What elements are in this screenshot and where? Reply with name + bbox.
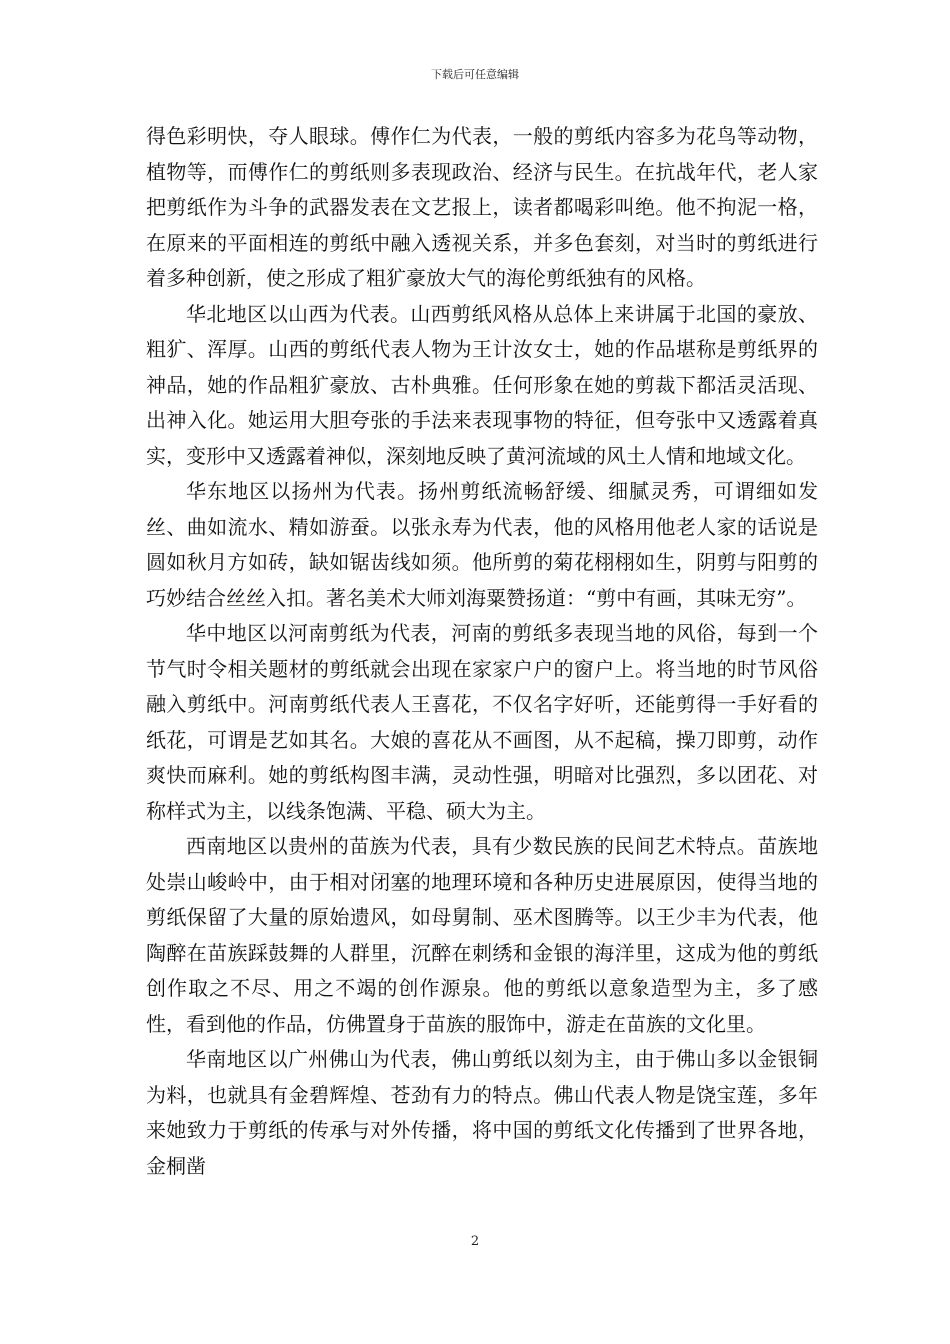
paragraph-5: 西南地区以贵州的苗族为代表，具有少数民族的民间艺术特点。苗族地处崇山峻岭中，由于相对闭塞的地理环境和各种历史进展原因，使得当地的剪纸保留了大量的原始遗风，如母舅制、巫术图腾等。以王少丰为代表，他陶醉在苗族踩鼓舞的人群里，沉醉在刺绣和金银的海洋里，这成为他的剪纸创作取之不尽、用之不竭的创作源泉。他的剪纸以意象造型为主，多了感性，看到他的作品，仿佛置身于苗族的服饰中，游走在苗族的文化里。 [146, 834, 818, 1036]
paragraph-6: 华南地区以广州佛山为代表，佛山剪纸以刻为主，由于佛山多以金银铜为料，也就具有金碧辉煌、苍劲有力的特点。佛山代表人物是饶宝莲，多年来她致力于剪纸的传承与对外传播，将中国的剪纸文化传播到了世界各地，金桐凿 [146, 1047, 818, 1178]
paragraph-2: 华北地区以山西为代表。山西剪纸风格从总体上来讲属于北国的豪放、粗犷、浑厚。山西的剪纸代表人物为王计汝女士，她的作品堪称是剪纸界的神品，她的作品粗犷豪放、古朴典雅。任何形象在她的剪裁下都活灵活现、出神入化。她运用大胆夸张的手法来表现事物的特征，但夸张中又透露着真实，变形中又透露着神似，深刻地反映了黄河流域的风土人情和地域文化。 [146, 301, 818, 468]
document-body [146, 119, 818, 1184]
paragraph-1: 得色彩明快，夺人眼球。傅作仁为代表，一般的剪纸内容多为花鸟等动物，植物等，而傅作仁的剪纸则多表现政治、经济与民生。在抗战年代，老人家把剪纸作为斗争的武器发表在文艺报上，读者都喝彩叫绝。他不拘泥一格，在原来的平面相连的剪纸中融入透视关系，并多色套刻，对当时的剪纸进行着多种创新，使之形成了粗犷豪放大气的海伦剪纸独有的风格。 [146, 124, 818, 290]
paragraph-3: 华东地区以扬州为代表。扬州剪纸流畅舒缓、细腻灵秀，可谓细如发丝、曲如流水、精如游蚕。以张永寿为代表，他的风格用他老人家的话说是圆如秋月方如砖，缺如锯齿线如须。他所剪的菊花栩栩如生，阴剪与阳剪的巧妙结合丝丝入扣。著名美术大师刘海粟赞扬道：“剪中有画，其味无穷”。 [146, 479, 818, 610]
paragraph-4: 华中地区以河南剪纸为代表，河南的剪纸多表现当地的风俗，每到一个节气时令相关题材的剪纸就会出现在家家户户的窗户上。将当地的时节风俗融入剪纸中。河南剪纸代表人王喜花，不仅名字好听，还能剪得一手好看的纸花，可谓是艺如其名。大娘的喜花从不画图，从不起稿，操刀即剪，动作爽快而麻利。她的剪纸构图丰满，灵动性强，明暗对比强烈，多以团花、对称样式为主，以线条饱满、平稳、硕大为主。 [146, 621, 818, 823]
page-header: 下载后可任意编辑 [431, 68, 519, 81]
page-number: 2 [470, 1234, 480, 1249]
